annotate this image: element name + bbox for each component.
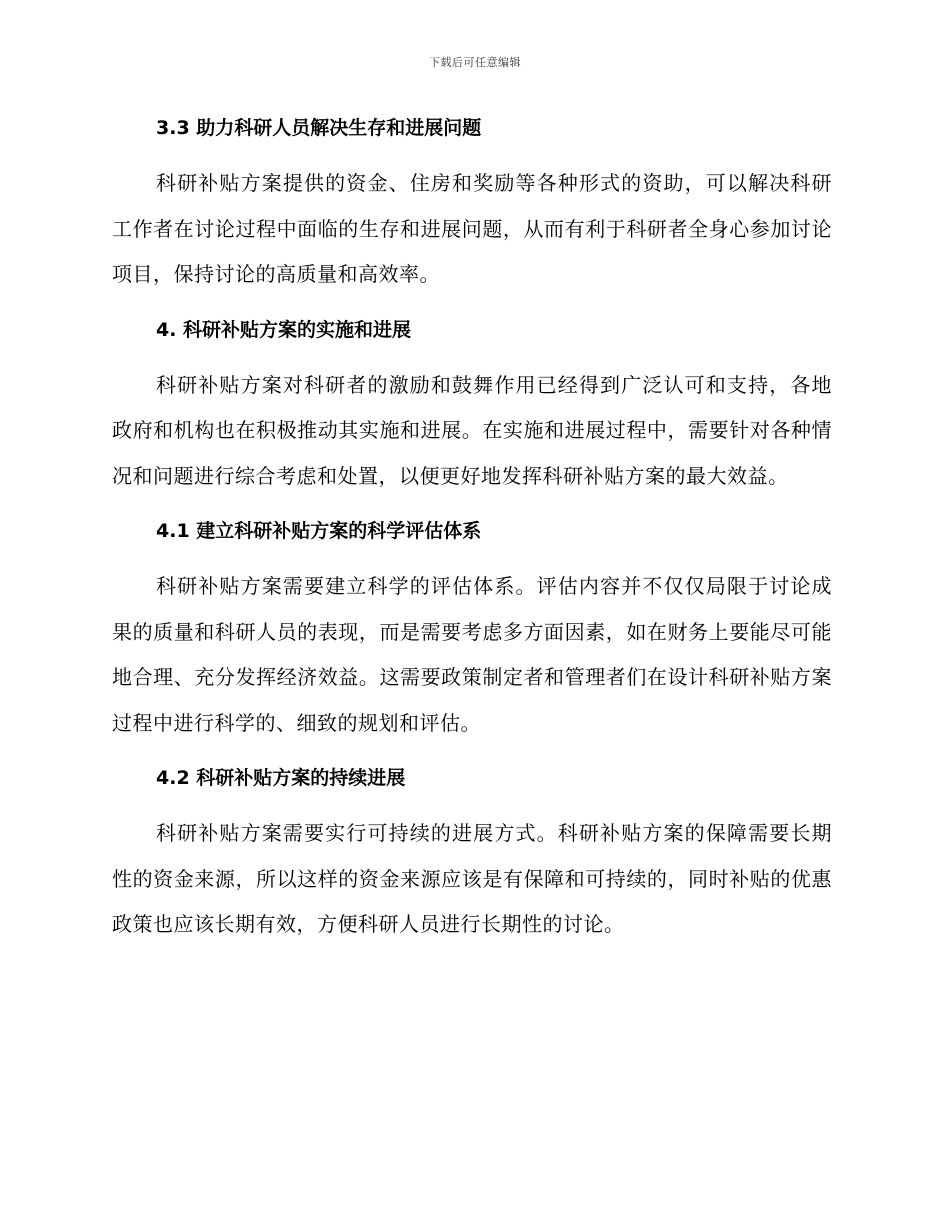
document-body — [112, 113, 832, 965]
section-3-3 — [112, 113, 832, 298]
section-heading: 3.3 助力科研人员解决生存和进展问题 — [156, 117, 482, 139]
section-4-2 — [112, 763, 832, 948]
section-paragraph: 科研补贴方案提供的资金、住房和奖励等各种形式的资助，可以解决科研工作者在讨论过程中面临的生存和进展问题，从而有利于科研者全身心参加讨论项目，保持讨论的高质量和高效率。 — [112, 171, 832, 286]
section-4 — [112, 315, 832, 500]
section-heading: 4.2 科研补贴方案的持续进展 — [156, 767, 406, 789]
section-paragraph: 科研补贴方案需要建立科学的评估体系。评估内容并不仅仅局限于讨论成果的质量和科研人员的表现，而是需要考虑多方面因素，如在财务上要能尽可能地合理、充分发挥经济效益。这需要政策制定者和管理者们在设计科研补贴方案过程中进行科学的、细致的规划和评估。 — [112, 574, 832, 735]
section-paragraph: 科研补贴方案对科研者的激励和鼓舞作用已经得到广泛认可和支持，各地政府和机构也在积极推动其实施和进展。在实施和进展过程中，需要针对各种情况和问题进行综合考虑和处置，以便更好地发挥科研补贴方案的最大效益。 — [112, 372, 832, 488]
section-paragraph: 科研补贴方案需要实行可持续的进展方式。科研补贴方案的保障需要长期性的资金来源，所以这样的资金来源应该是有保障和可持续的，同时补贴的优惠政策也应该长期有效，方便科研人员进行长期性的讨论。 — [112, 821, 832, 936]
page-header-note: 下载后可任意编辑 — [429, 56, 521, 69]
section-heading: 4. 科研补贴方案的实施和进展 — [156, 318, 412, 341]
section-4-1 — [112, 516, 832, 746]
section-heading: 4.1 建立科研补贴方案的科学评估体系 — [156, 520, 482, 542]
